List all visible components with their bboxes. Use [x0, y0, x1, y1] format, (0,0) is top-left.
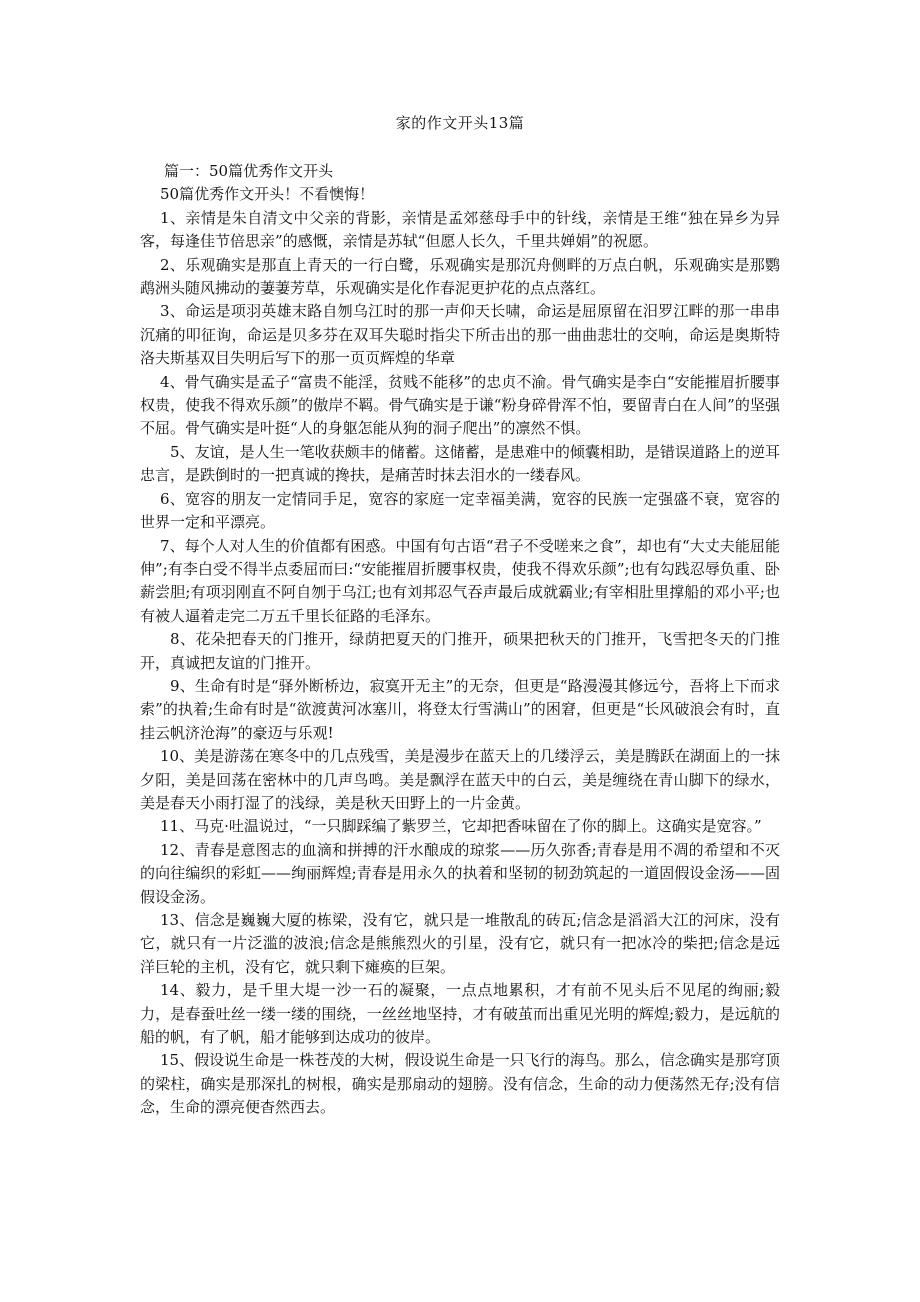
- lead-line: 50篇优秀作文开头！不看懊悔！: [160, 185, 375, 204]
- section-heading: 篇一：50篇优秀作文开头: [164, 162, 334, 180]
- paragraph-3: 3、命运是项羽英雄末路自刎乌江时的那一声仰天长啸，命运是屈原留在汨罗江畔的那一串串沉痛的叩征询，命运是贝多芬在双耳失聪时指尖下所击出的那一曲曲悲壮的交响，命运是奥斯特洛夫斯基双目失明后写下的那一页页辉煌的华章: [140, 302, 780, 368]
- paragraph-14: 14、毅力，是千里大堤一沙一石的凝聚，一点点地累积，才有前不见头后不见尾的绚丽;毅力，是春蚕吐丝一缕一缕的围绕，一丝丝地坚持，才有破茧而出重见光明的辉煌;毅力，是远航的船的帆，有了帆，船才能够到达成功的彼岸。: [140, 981, 780, 1047]
- paragraph-13: 13、信念是巍巍大厦的栋梁，没有它，就只是一堆散乱的砖瓦;信念是滔滔大江的河床，没有它，就只有一片泛滥的波浪;信念是熊熊烈火的引星，没有它，就只有一把冰冷的柴把;信念是远洋巨轮的主机，没有它，就只剩下瘫痪的巨架。: [140, 911, 780, 976]
- paragraph-10: 10、美是游荡在寒冬中的几点残雪，美是漫步在蓝天上的几缕浮云，美是腾跃在湖面上的一抹夕阳，美是回荡在密林中的几声鸟鸣。美是飘浮在蓝天中的白云，美是缠绕在青山脚下的绿水，美是春天小雨打湿了的浅绿，美是秋天田野上的一片金黄。: [140, 747, 780, 812]
- document-title: 家的作文开头13篇: [395, 114, 525, 132]
- paragraph-6: 6、宽容的朋友一定情同手足，宽容的家庭一定幸福美满，宽容的民族一定强盛不衰，宽容的世界一定和平漂亮。: [140, 489, 780, 532]
- paragraph-4: 4、骨气确实是孟子“富贵不能淫，贫贱不能移”的忠贞不渝。骨气确实是李白“安能摧眉折腰事权贵，使我不得欢乐颜”的傲岸不羁。骨气确实是于谦“粉身碎骨浑不怕，要留青白在人间”的坚强不屈。骨气确实是叶挺“人的身躯怎能从狗的洞子爬出”的凛然不惧。: [140, 372, 780, 438]
- paragraph-7: 7、每个人对人生的价值都有困惑。中国有句古语“君子不受嗟来之食”，却也有“大丈夫能屈能伸”;有李白受不得半点委屈而曰:“安能摧眉折腰事权贵，使我不得欢乐颜”;也有勾践忍辱负重、卧薪尝胆;有项羽刚直不阿自刎于乌江;也有刘邦忍气吞声最后成就霸业;有宰相肚里撑船的邓小平;也有被人逼着走完二万五千里长征路的毛泽东。: [140, 536, 780, 625]
- paragraph-1: 1、亲情是朱自清文中父亲的背影，亲情是孟郊慈母手中的针线，亲情是王维“独在异乡为异客，每逢佳节倍思亲”的感慨，亲情是苏轼“但愿人长久，千里共婵娟”的祝愿。: [140, 208, 780, 251]
- paragraph-5: 5、友谊，是人生一笔收获颇丰的储蓄。这储蓄，是患难中的倾囊相助，是错误道路上的逆耳忠言，是跌倒时的一把真诚的搀扶，是痛苦时抹去泪水的一缕春风。: [140, 442, 780, 485]
- paragraph-12: 12、青春是意图志的血滴和拼搏的汗水酿成的琼浆——历久弥香;青春是用不凋的希望和不灭的向往编织的彩虹——绚丽辉煌;青春是用永久的执着和坚韧的韧劲筑起的一道固假设金汤——固假设金汤。: [140, 840, 780, 906]
- document-body: [140, 160, 780, 1120]
- paragraph-15: 15、假设说生命是一株苍茂的大树，假设说生命是一只飞行的海鸟。那么，信念确实是那穹顶的梁柱，确实是那深扎的树根，确实是那扇动的翅膀。没有信念，生命的动力便荡然无存;没有信念，生命的漂亮便杳然西去。: [140, 1051, 780, 1117]
- paragraph-11: 11、马克·吐温说过，“一只脚踩编了紫罗兰，它却把香味留在了你的脚上。这确实是宽容。”: [160, 817, 762, 836]
- paragraph-9: 9、生命有时是“驿外断桥边，寂寞开无主”的无奈，但更是“路漫漫其修远兮，吾将上下而求索”的执着;生命有时是“欲渡黄河冰塞川，将登太行雪满山”的困窘，但更是“长风破浪会有时，直挂云帆济沧海”的豪迈与乐观!: [140, 676, 780, 742]
- paragraph-2: 2、乐观确实是那直上青天的一行白鹭，乐观确实是那沉舟侧畔的万点白帆，乐观确实是那鹦鹉洲头随风拂动的萋萋芳草，乐观确实是化作春泥更护花的点点落红。: [140, 255, 780, 298]
- paragraph-8: 8、花朵把春天的门推开，绿荫把夏天的门推开，硕果把秋天的门推开，飞雪把冬天的门推开，真诚把友谊的门推开。: [140, 630, 780, 672]
